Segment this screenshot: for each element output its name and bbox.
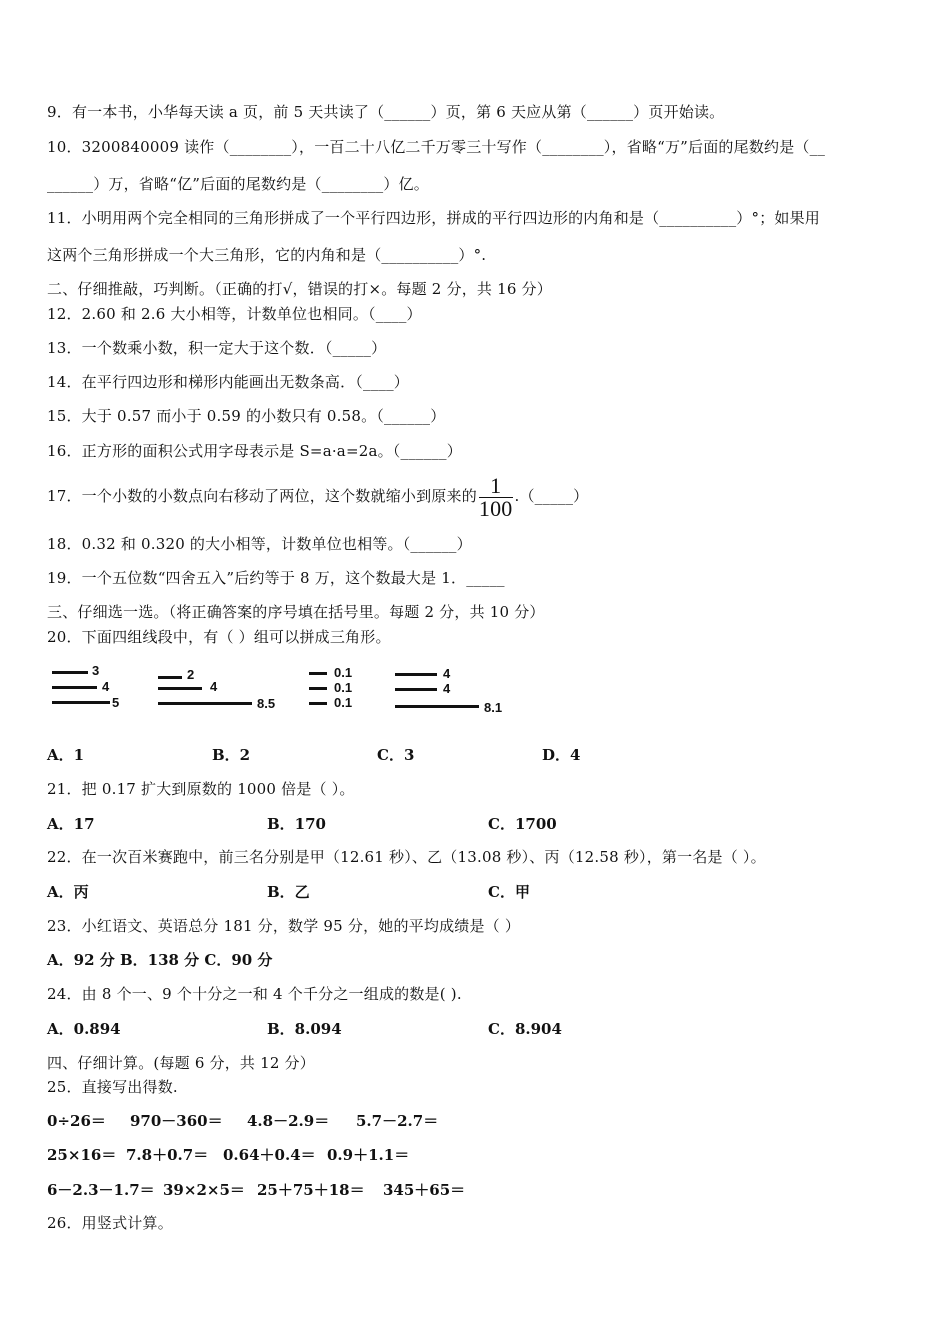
calc-1-2: 970－360＝ [130,1112,223,1130]
question-17-blank: .（_____） [514,487,589,505]
q23-options: A．92 分 B．138 分 C．90 分 [47,951,273,969]
segment-g2-3 [158,702,252,705]
segment-label-g2-1: 2 [187,667,195,682]
q24-option-b: B．8.094 [267,1020,342,1038]
question-20: 20．下面四组线段中，有（ ）组可以拼成三角形。 [47,628,391,646]
question-21: 21．把 0.17 扩大到原数的 1000 倍是（ ）。 [47,780,355,798]
calc-1-4: 5.7－2.7＝ [356,1112,439,1130]
q21-option-c: C．1700 [488,815,557,833]
calc-2-4: 0.9＋1.1＝ [327,1146,410,1164]
q22-option-b: B．乙 [267,883,310,901]
q24-option-c: C．8.904 [488,1020,562,1038]
question-10-line2: ______）万，省略“亿”后面的尾数约是（________）亿。 [47,175,429,193]
question-19: 19．一个五位数“四舍五入”后约等于 8 万，这个数最大是 1．_____ [47,569,505,587]
segment-label-g3-1: 0.1 [334,665,353,680]
segment-label-g2-2: 4 [210,679,218,694]
segment-label-g1-1: 3 [92,663,100,678]
q20-option-d: D．4 [542,746,581,764]
section-3-heading: 三、仔细选一选。（将正确答案的序号填在括号里。每题 2 分，共 10 分） [47,603,545,621]
segment-g2-2 [158,687,202,690]
segment-label-g4-1: 4 [443,666,451,681]
segment-label-g4-3: 8.1 [484,700,503,715]
question-17-text: 17．一个小数的小数点向右移动了两位，这个数就缩小到原来的 [47,487,477,505]
question-11-line2: 这两个三角形拼成一个大三角形，它的内角和是（__________）°. [47,246,487,264]
segment-g3-3 [309,702,327,705]
question-18: 18．0.32 和 0.320 的大小相等，计数单位也相等。（______） [47,535,472,553]
q20-option-c: C．3 [377,746,415,764]
question-11-line1: 11．小明用两个完全相同的三角形拼成了一个平行四边形，拼成的平行四边形的内角和是（__________）°；如果用 [47,209,820,227]
calc-3-3: 25＋75＋18＝ [257,1181,365,1199]
question-10-line1: 10．3200840009 读作（________），一百二十八亿二千万零三十写作（________），省略“万”后面的尾数约是（__ [47,138,826,156]
question-16: 16．正方形的面积公式用字母表示是 S=a·a=2a。（______） [47,442,462,460]
q24-option-a: A．0.894 [47,1020,121,1038]
segment-label-g4-2: 4 [443,681,451,696]
q22-option-c: C．甲 [488,883,530,901]
fraction-denominator: 100 [478,495,513,521]
q21-option-b: B．170 [267,815,326,833]
question-14: 14．在平行四边形和梯形内能画出无数条高．（____） [47,373,409,391]
fraction-one-hundredth [478,472,513,521]
question-26: 26．用竖式计算。 [47,1214,173,1232]
calc-1-1: 0÷26＝ [47,1112,106,1130]
calc-3-4: 345＋65＝ [383,1181,466,1199]
question-25: 25．直接写出得数. [47,1078,178,1096]
segment-label-g3-2: 0.1 [334,680,353,695]
question-23: 23．小红语文、英语总分 181 分，数学 95 分，她的平均成绩是（ ） [47,917,521,935]
fraction-numerator: 1 [479,475,513,498]
section-2-heading: 二、仔细推敲，巧判断。（正确的打√，错误的打×。每题 2 分，共 16 分） [47,280,552,298]
question-12: 12．2.60 和 2.6 大小相等，计数单位也相同。（____） [47,305,422,323]
q22-option-a: A．丙 [47,883,89,901]
section-4-heading: 四、仔细计算。(每题 6 分，共 12 分） [47,1054,315,1072]
question-9: 9．有一本书，小华每天读 a 页，前 5 天共读了（______）页，第 6 天应从第（______）页开始读。 [47,103,725,121]
segment-label-g3-3: 0.1 [334,695,353,710]
q20-option-a: A．1 [47,746,85,764]
calc-2-1: 25×16＝ [47,1146,117,1164]
question-15: 15．大于 0.57 而小于 0.59 的小数只有 0.58。（______） [47,407,446,425]
segment-label-g2-3: 8.5 [257,696,276,711]
segment-g4-3 [395,705,479,708]
segment-g2-1 [158,676,182,679]
calc-3-1: 6－2.3－1.7＝ [47,1181,155,1199]
segment-g3-1 [309,672,327,675]
segment-g1-1 [52,671,88,674]
segment-label-g1-2: 4 [102,679,110,694]
segment-g1-3 [52,701,110,704]
q20-option-b: B．2 [212,746,251,764]
question-22: 22．在一次百米赛跑中，前三名分别是甲（12.61 秒）、乙（13.08 秒）、丙（12.58 秒），第一名是（ ）。 [47,848,766,866]
segment-g4-1 [395,673,437,676]
question-13: 13．一个数乘小数，积一定大于这个数．（_____） [47,339,387,357]
segment-g1-2 [52,686,97,689]
segment-g4-2 [395,688,437,691]
q21-option-a: A．17 [47,815,95,833]
question-24: 24．由 8 个一、9 个十分之一和 4 个千分之一组成的数是( ). [47,985,462,1003]
calc-1-3: 4.8－2.9＝ [247,1112,330,1130]
segment-g3-2 [309,687,327,690]
calc-2-3: 0.64＋0.4＝ [223,1146,316,1164]
calc-3-2: 39×2×5＝ [163,1181,245,1199]
segment-label-g1-3: 5 [112,695,120,710]
calc-2-2: 7.8＋0.7＝ [126,1146,209,1164]
question-17 [47,474,588,520]
